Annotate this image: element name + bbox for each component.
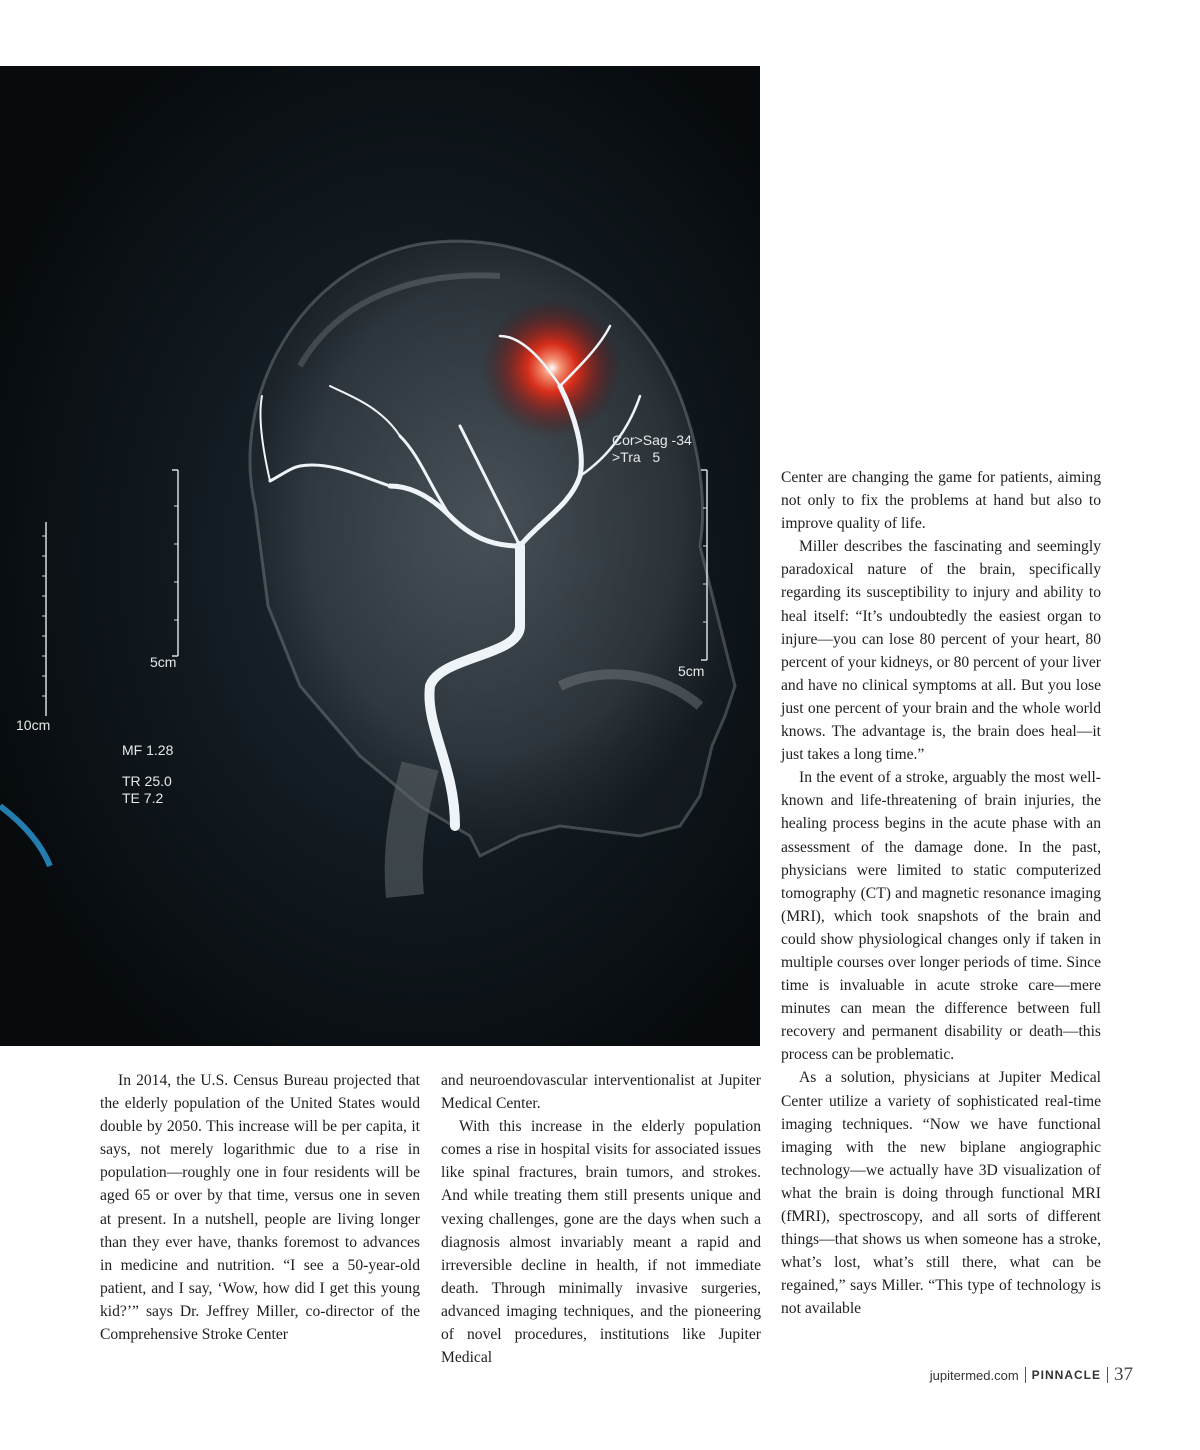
article-column-3 [781,466,1101,1320]
divider [1107,1367,1108,1383]
coordinates-label: Cor>Sag -34 >Tra 5 [612,432,692,465]
tr-te-label: TR 25.0 TE 7.2 [122,773,172,806]
paragraph: As a solution, physicians at Jupiter Medical Center utilize a variety of sophisticated real-time imaging techniques. “Now we have functional imaging with the new biplane angiographic technology—we actually have 3D visualization of what the brain is doing through functional MRI (fMRI), spectroscopy, and all sorts of different things—that shows us when someone has a stroke, what’s lost, what’s still there, what can be regained,” says Miller. “This type of technology is not available [781,1069,1101,1318]
paragraph: With this increase in the elderly population comes a rise in hospital visits for associated issues like spinal fractures, brain tumors, and strokes. And while treating them still presents unique and vexing challenges, gone are the days when such a diagnosis almost invariably meant a rapid and irreversible decline in health, if not immediate death. Through minimally invasive surgeries, advanced imaging techniques, and the pioneering of novel procedures, institutions like Jupiter Medical [441,1118,761,1367]
paragraph: In 2014, the U.S. Census Bureau projected that the elderly population of the United States would double by 2050. This increase will be per capita, it says, not merely logarithmic due to a rise in population—roughly one in four residents will be aged 65 or over by that time, versus one in seven at present. In a nutshell, people are living longer than they ever have, thanks foremost to advances in medicine and nutrition. “I see a 50-year-old patient, and I say, ‘Wow, how did I get this young kid?’” says Dr. Jeffrey Miller, co-director of the Comprehensive Stroke Center [100,1072,420,1344]
scale-label-far: 10cm [16,717,51,733]
paragraph: and neuroendovascular interventionalist at Jupiter Medical Center. [441,1072,761,1113]
footer-site-link[interactable]: jupitermed.com [929,1367,1019,1383]
paragraph: Center are changing the game for patients, aiming not only to fix the problems at hand but also to improve quality of life. [781,469,1101,533]
skull-xray-graphic [0,66,760,1046]
scale-label-left: 5cm [150,654,177,670]
brain-angiography-image [0,66,760,1046]
article-column-2 [441,1069,761,1369]
page-footer [930,1364,1133,1386]
mf-label: MF 1.28 [122,742,174,758]
paragraph: Miller describes the fascinating and seemingly paradoxical nature of the brain, specifically regarding its susceptibility to injury and ability to heal itself: “It’s undoubtedly the easiest organ to injure—you can lose 80 percent of your heart, 80 percent of your kidneys, or 80 percent of your liver and have no clinical symptoms at all. But you lose just one percent of your brain and the whole world knows. The advantage is, the brain does heal—it just takes a long time.” [781,538,1101,764]
article-column-1 [100,1069,420,1346]
magazine-name: PINNACLE [1031,1368,1101,1382]
page-number: 37 [1114,1364,1133,1385]
scale-label-right: 5cm [678,663,705,679]
divider [1025,1367,1026,1383]
paragraph: In the event of a stroke, arguably the most well-known and life-threatening of brain injuries, the healing process begins in the acute phase with an assessment of the damage done. In the past, physicians were limited to static computerized tomography (CT) and magnetic resonance imaging (MRI), which took snapshots of the brain and could show physiological changes only if taken in multiple courses over longer periods of time. Since time is invaluable in acute stroke care—mere minutes can mean the difference between full recovery and permanent disability or death—this process can be problematic. [781,769,1101,1064]
